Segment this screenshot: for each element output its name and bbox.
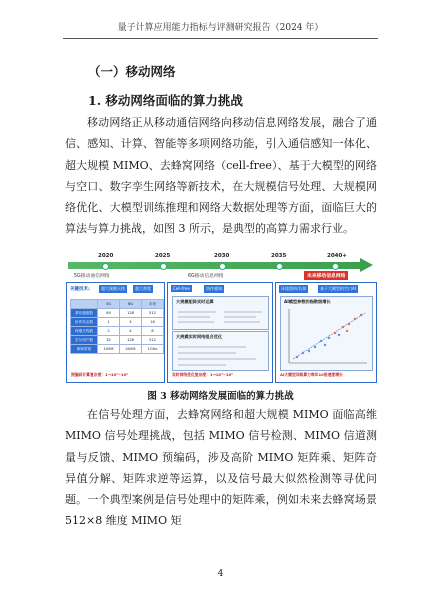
table-cell: 400M — [120, 345, 142, 354]
matrix-formula-graphic — [176, 307, 264, 327]
complexity-note: 预编码计算复杂度：1→10³~10⁶ — [71, 372, 129, 377]
body-paragraph-1: 移动网络正从移动通信网络向移动信息网络发展，融合了通信、感知、计算、智能等多项网络功能，引入通信感知一体化、超大规模 MIMO、去蜂窝网络（cell-free）、基于大模型的网络与空口、数字孪生网络等新技术，在大规模信号处理、大规模网络优化、大模型训练推理和网络大数据处理等方面，面临巨大的算法与算力挑战，如图 3 所示，是典型的高算力需求行业。 — [65, 116, 377, 236]
growth-note: AI大模型训练算力每年10倍速度增长 — [280, 372, 343, 377]
table-cell: 128 — [120, 309, 142, 318]
network-optimization-panel — [167, 282, 273, 383]
tech-tag: Cell-free — [173, 286, 190, 291]
ai-growth-chart-box — [280, 296, 373, 371]
table-cell: 64 — [98, 309, 120, 318]
table-cell: 2 — [98, 327, 120, 336]
timeline-dot — [160, 263, 167, 270]
tech-tag: 超大规模天线 — [101, 286, 125, 291]
ai-growth-scatter-graphic — [285, 307, 369, 367]
timeline-year: 2035 — [271, 253, 287, 259]
timeline-year: 2025 — [155, 253, 171, 259]
page-number: 4 — [217, 569, 224, 579]
timeline-dot — [219, 263, 226, 270]
table-cell: 16 — [142, 318, 164, 327]
timeline-dot — [276, 263, 283, 270]
table-row-header: 终端天线数 — [71, 327, 98, 336]
timeline-bar — [68, 262, 362, 269]
table-row-header: 频率带宽 — [71, 345, 98, 354]
table-cell: 512 — [142, 336, 164, 345]
header-divider — [63, 38, 378, 39]
timeline-year: 2020 — [98, 253, 114, 259]
box-title: 大规模实时网络组合优化 — [176, 334, 223, 339]
timeline-year: 2030 — [214, 253, 230, 259]
table-cell: 8 — [142, 327, 164, 336]
table-row-header: 协作站点数 — [71, 318, 98, 327]
table-cell: 未来 — [142, 300, 164, 309]
tech-tag: 基于大模型的空口AI — [320, 286, 356, 291]
tech-tag: 环境重构/认知 — [281, 286, 307, 291]
timeline-stage-5g: 5G移动通信网络 — [74, 274, 110, 279]
parameter-table — [70, 299, 164, 354]
tech-tag: 超大带宽 — [135, 286, 151, 291]
running-header: 量子计算应用能力指标与评测研究报告（2024 年） — [117, 23, 324, 33]
table-row — [71, 309, 164, 318]
table-cell: 512 — [142, 309, 164, 318]
table-cell: 100M — [98, 345, 120, 354]
ai-model-panel — [275, 282, 377, 383]
table-header-row — [71, 300, 164, 309]
optimization-formula-graphic — [176, 342, 264, 368]
table-cell: 1GHz — [142, 345, 164, 354]
table-cell: 128 — [120, 336, 142, 345]
body-paragraph-2: 在信号处理方面，去蜂窝网络和超大规模 MIMO 面临高维 MIMO 信号处理挑战，包括 MIMO 信号检测、MIMO 信道测量与反馈、MIMO 预编码，涉及高阶 MIMO 矩阵乘、矩阵奇异值分解、矩阵求逆等运算，以及信号最大似然检测等寻优问题。一个典型案例是信号处理中的矩阵乘，例如未来去蜂窝场景 512×8 维度 MIMO 矩 — [65, 408, 377, 528]
figure-3 — [64, 253, 377, 383]
timeline-dot — [102, 263, 109, 270]
section-heading: （一）移动网络 — [88, 64, 176, 79]
table-row — [71, 345, 164, 354]
subsection-heading: 1. 移动网络面临的算力挑战 — [88, 93, 243, 108]
table-row — [71, 336, 164, 345]
table-cell: 32 — [98, 336, 120, 345]
box-title: 大规模矩阵实时运算 — [176, 299, 214, 304]
table-row — [71, 318, 164, 327]
table-row — [71, 327, 164, 336]
timeline-dot — [332, 263, 339, 270]
figure-caption: 图 3 移动网络发展面临的算力挑战 — [147, 391, 294, 402]
table-cell: 4 — [120, 318, 142, 327]
timeline-stage-future: 未来移动信息网络 — [304, 271, 348, 280]
table-cell: 4 — [120, 327, 142, 336]
table-cell — [71, 300, 98, 309]
timeline-year: 2040+ — [327, 253, 347, 259]
table-cell: 1 — [98, 318, 120, 327]
timeline-stage-6g: 6G移动信息网络 — [188, 274, 224, 279]
table-row-header: 基站通道数 — [71, 309, 98, 318]
complexity-note: 实时网络优化复杂度：1→10³~10⁶ — [172, 372, 233, 377]
box-title: AI模型参数的指数级增长 — [284, 299, 331, 304]
tech-tag: 协作感知 — [206, 286, 222, 291]
key-tech-label: 关键技术: — [70, 287, 90, 292]
combinatorial-optimization-box — [172, 331, 269, 371]
key-tech-panel — [66, 282, 165, 383]
table-row-header: 空分用户数 — [71, 336, 98, 345]
table-cell: 5G — [98, 300, 120, 309]
timeline-arrowhead — [360, 258, 373, 272]
table-cell: 6G — [120, 300, 142, 309]
matrix-computation-box — [172, 296, 269, 330]
